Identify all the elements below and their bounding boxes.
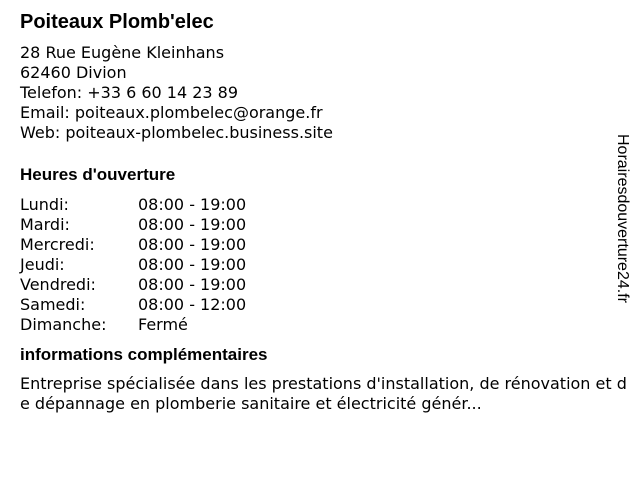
phone-number: Telefon: +33 6 60 14 23 89 [20, 83, 239, 102]
day-hours: 08:00 - 19:00 [138, 215, 247, 234]
hours-row [20, 275, 246, 295]
contact-block [20, 43, 620, 143]
additional-info-heading: informations complémentaires [20, 345, 268, 364]
opening-hours-table [20, 195, 246, 335]
day-hours: 08:00 - 19:00 [138, 275, 247, 294]
day-label: Jeudi: [20, 255, 65, 274]
hours-row [20, 235, 246, 255]
day-label: Samedi: [20, 295, 86, 314]
site-watermark: Horairesdouverture24.fr [614, 134, 631, 303]
business-description: Entreprise spécialisée dans les prestations d'installation, de rénovation et de dépannage en plomberie sanitaire et électricité génér... [20, 374, 627, 413]
email-address: Email: poiteaux.plombelec@orange.fr [20, 103, 323, 122]
day-hours: Fermé [138, 315, 188, 334]
day-label: Mercredi: [20, 235, 95, 254]
day-label: Vendredi: [20, 275, 96, 294]
hours-row [20, 315, 246, 335]
business-name: Poiteaux Plomb'elec [20, 11, 214, 33]
day-label: Mardi: [20, 215, 70, 234]
day-label: Dimanche: [20, 315, 107, 334]
hours-row [20, 295, 246, 315]
opening-hours-heading: Heures d'ouverture [20, 165, 176, 184]
day-hours: 08:00 - 19:00 [138, 235, 247, 254]
city-postcode: 62460 Divion [20, 63, 127, 82]
day-hours: 08:00 - 19:00 [138, 255, 247, 274]
website-address: Web: poiteaux-plombelec.business.site [20, 123, 333, 142]
day-hours: 08:00 - 12:00 [138, 295, 247, 314]
hours-row [20, 255, 246, 275]
hours-row [20, 195, 246, 215]
street-address: 28 Rue Eugène Kleinhans [20, 43, 225, 62]
hours-row [20, 215, 246, 235]
day-label: Lundi: [20, 195, 69, 214]
day-hours: 08:00 - 19:00 [138, 195, 247, 214]
